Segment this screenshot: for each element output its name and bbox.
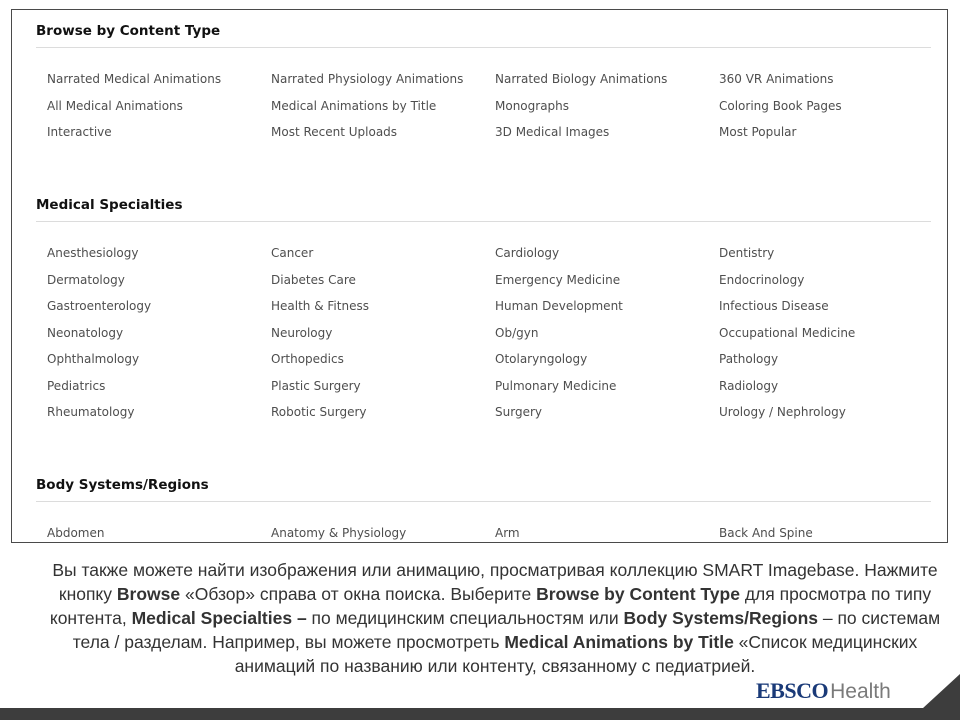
link-radiology[interactable]: Radiology [719,379,779,393]
instruction-caption [40,558,950,678]
section-title-medical-specialties: Medical Specialties [36,197,183,213]
link-health-fitness[interactable]: Health & Fitness [271,299,369,313]
link-anesthesiology[interactable]: Anesthesiology [47,246,139,260]
logo-main-text: EBSCO [756,678,829,703]
link-narrated-physiology-animations[interactable]: Narrated Physiology Animations [271,72,464,86]
section-title-content-type: Browse by Content Type [36,23,221,39]
browse-panel [11,9,948,543]
footer-corner [910,674,960,720]
caption-text: «Обзор» справа от окна поиска. Выберите [180,584,537,604]
caption-bold-body-systems: Body Systems/Regions [623,608,818,628]
caption-bold-animations-by-title: Medical Animations by Title [504,632,734,652]
link-dentistry[interactable]: Dentistry [719,246,775,260]
link-endocrinology[interactable]: Endocrinology [719,273,805,287]
caption-text: по медицинским специальностям или [306,608,624,628]
link-surgery[interactable]: Surgery [495,405,542,419]
section-divider [36,47,931,48]
section-divider [36,501,931,502]
link-dermatology[interactable]: Dermatology [47,273,125,287]
link-narrated-biology-animations[interactable]: Narrated Biology Animations [495,72,668,86]
link-emergency-medicine[interactable]: Emergency Medicine [495,273,621,287]
link-plastic-surgery[interactable]: Plastic Surgery [271,379,361,393]
caption-text: Вы также можете найти изображения или анимацию, просматривая коллекцию SMART Imagebase. Нажмите кнопку [52,560,938,604]
link-most-popular[interactable]: Most Popular [719,125,797,139]
link-occupational-medicine[interactable]: Occupational Medicine [719,326,856,340]
link-pediatrics[interactable]: Pediatrics [47,379,106,393]
link-coloring-book-pages[interactable]: Coloring Book Pages [719,99,842,113]
link-arm[interactable]: Arm [495,526,520,540]
link-ob-gyn[interactable]: Ob/gyn [495,326,539,340]
link-pulmonary-medicine[interactable]: Pulmonary Medicine [495,379,617,393]
caption-text: «Список медицинских анимаций по названию или контенту, связанному с педиатрией. [234,632,918,676]
link-360-vr-animations[interactable]: 360 VR Animations [719,72,834,86]
caption-text: для просмотра по типу контента, [49,584,932,628]
section-divider [36,221,931,222]
footer-band [0,708,960,720]
link-urology-nephrology[interactable]: Urology / Nephrology [719,405,846,419]
link-gastroenterology[interactable]: Gastroenterology [47,299,152,313]
link-orthopedics[interactable]: Orthopedics [271,352,344,366]
section-title-body-systems: Body Systems/Regions [36,477,209,493]
link-monographs[interactable]: Monographs [495,99,570,113]
link-cardiology[interactable]: Cardiology [495,246,560,260]
link-diabetes-care[interactable]: Diabetes Care [271,273,356,287]
link-3d-medical-images[interactable]: 3D Medical Images [495,125,610,139]
link-otolaryngology[interactable]: Otolaryngology [495,352,588,366]
link-infectious-disease[interactable]: Infectious Disease [719,299,829,313]
link-all-medical-animations[interactable]: All Medical Animations [47,99,183,113]
logo-sub-text: Health [830,680,891,703]
link-narrated-medical-animations[interactable]: Narrated Medical Animations [47,72,222,86]
link-rheumatology[interactable]: Rheumatology [47,405,135,419]
ebsco-health-logo [756,678,891,704]
link-neonatology[interactable]: Neonatology [47,326,124,340]
link-neurology[interactable]: Neurology [271,326,333,340]
link-cancer[interactable]: Cancer [271,246,314,260]
caption-bold-content-type: Browse by Content Type [536,584,740,604]
link-medical-animations-by-title[interactable]: Medical Animations by Title [271,99,437,113]
link-interactive[interactable]: Interactive [47,125,112,139]
caption-bold-medical-specialties: Medical Specialties – [131,608,307,628]
link-robotic-surgery[interactable]: Robotic Surgery [271,405,367,419]
caption-text: – по системам тела / разделам. Например, вы можете просмотреть [72,608,941,652]
link-abdomen[interactable]: Abdomen [47,526,105,540]
caption-bold-browse: Browse [116,584,181,604]
link-most-recent-uploads[interactable]: Most Recent Uploads [271,125,398,139]
link-pathology[interactable]: Pathology [719,352,779,366]
link-ophthalmology[interactable]: Ophthalmology [47,352,140,366]
link-human-development[interactable]: Human Development [495,299,623,313]
link-anatomy-physiology[interactable]: Anatomy & Physiology [271,526,407,540]
link-back-and-spine[interactable]: Back And Spine [719,526,813,540]
